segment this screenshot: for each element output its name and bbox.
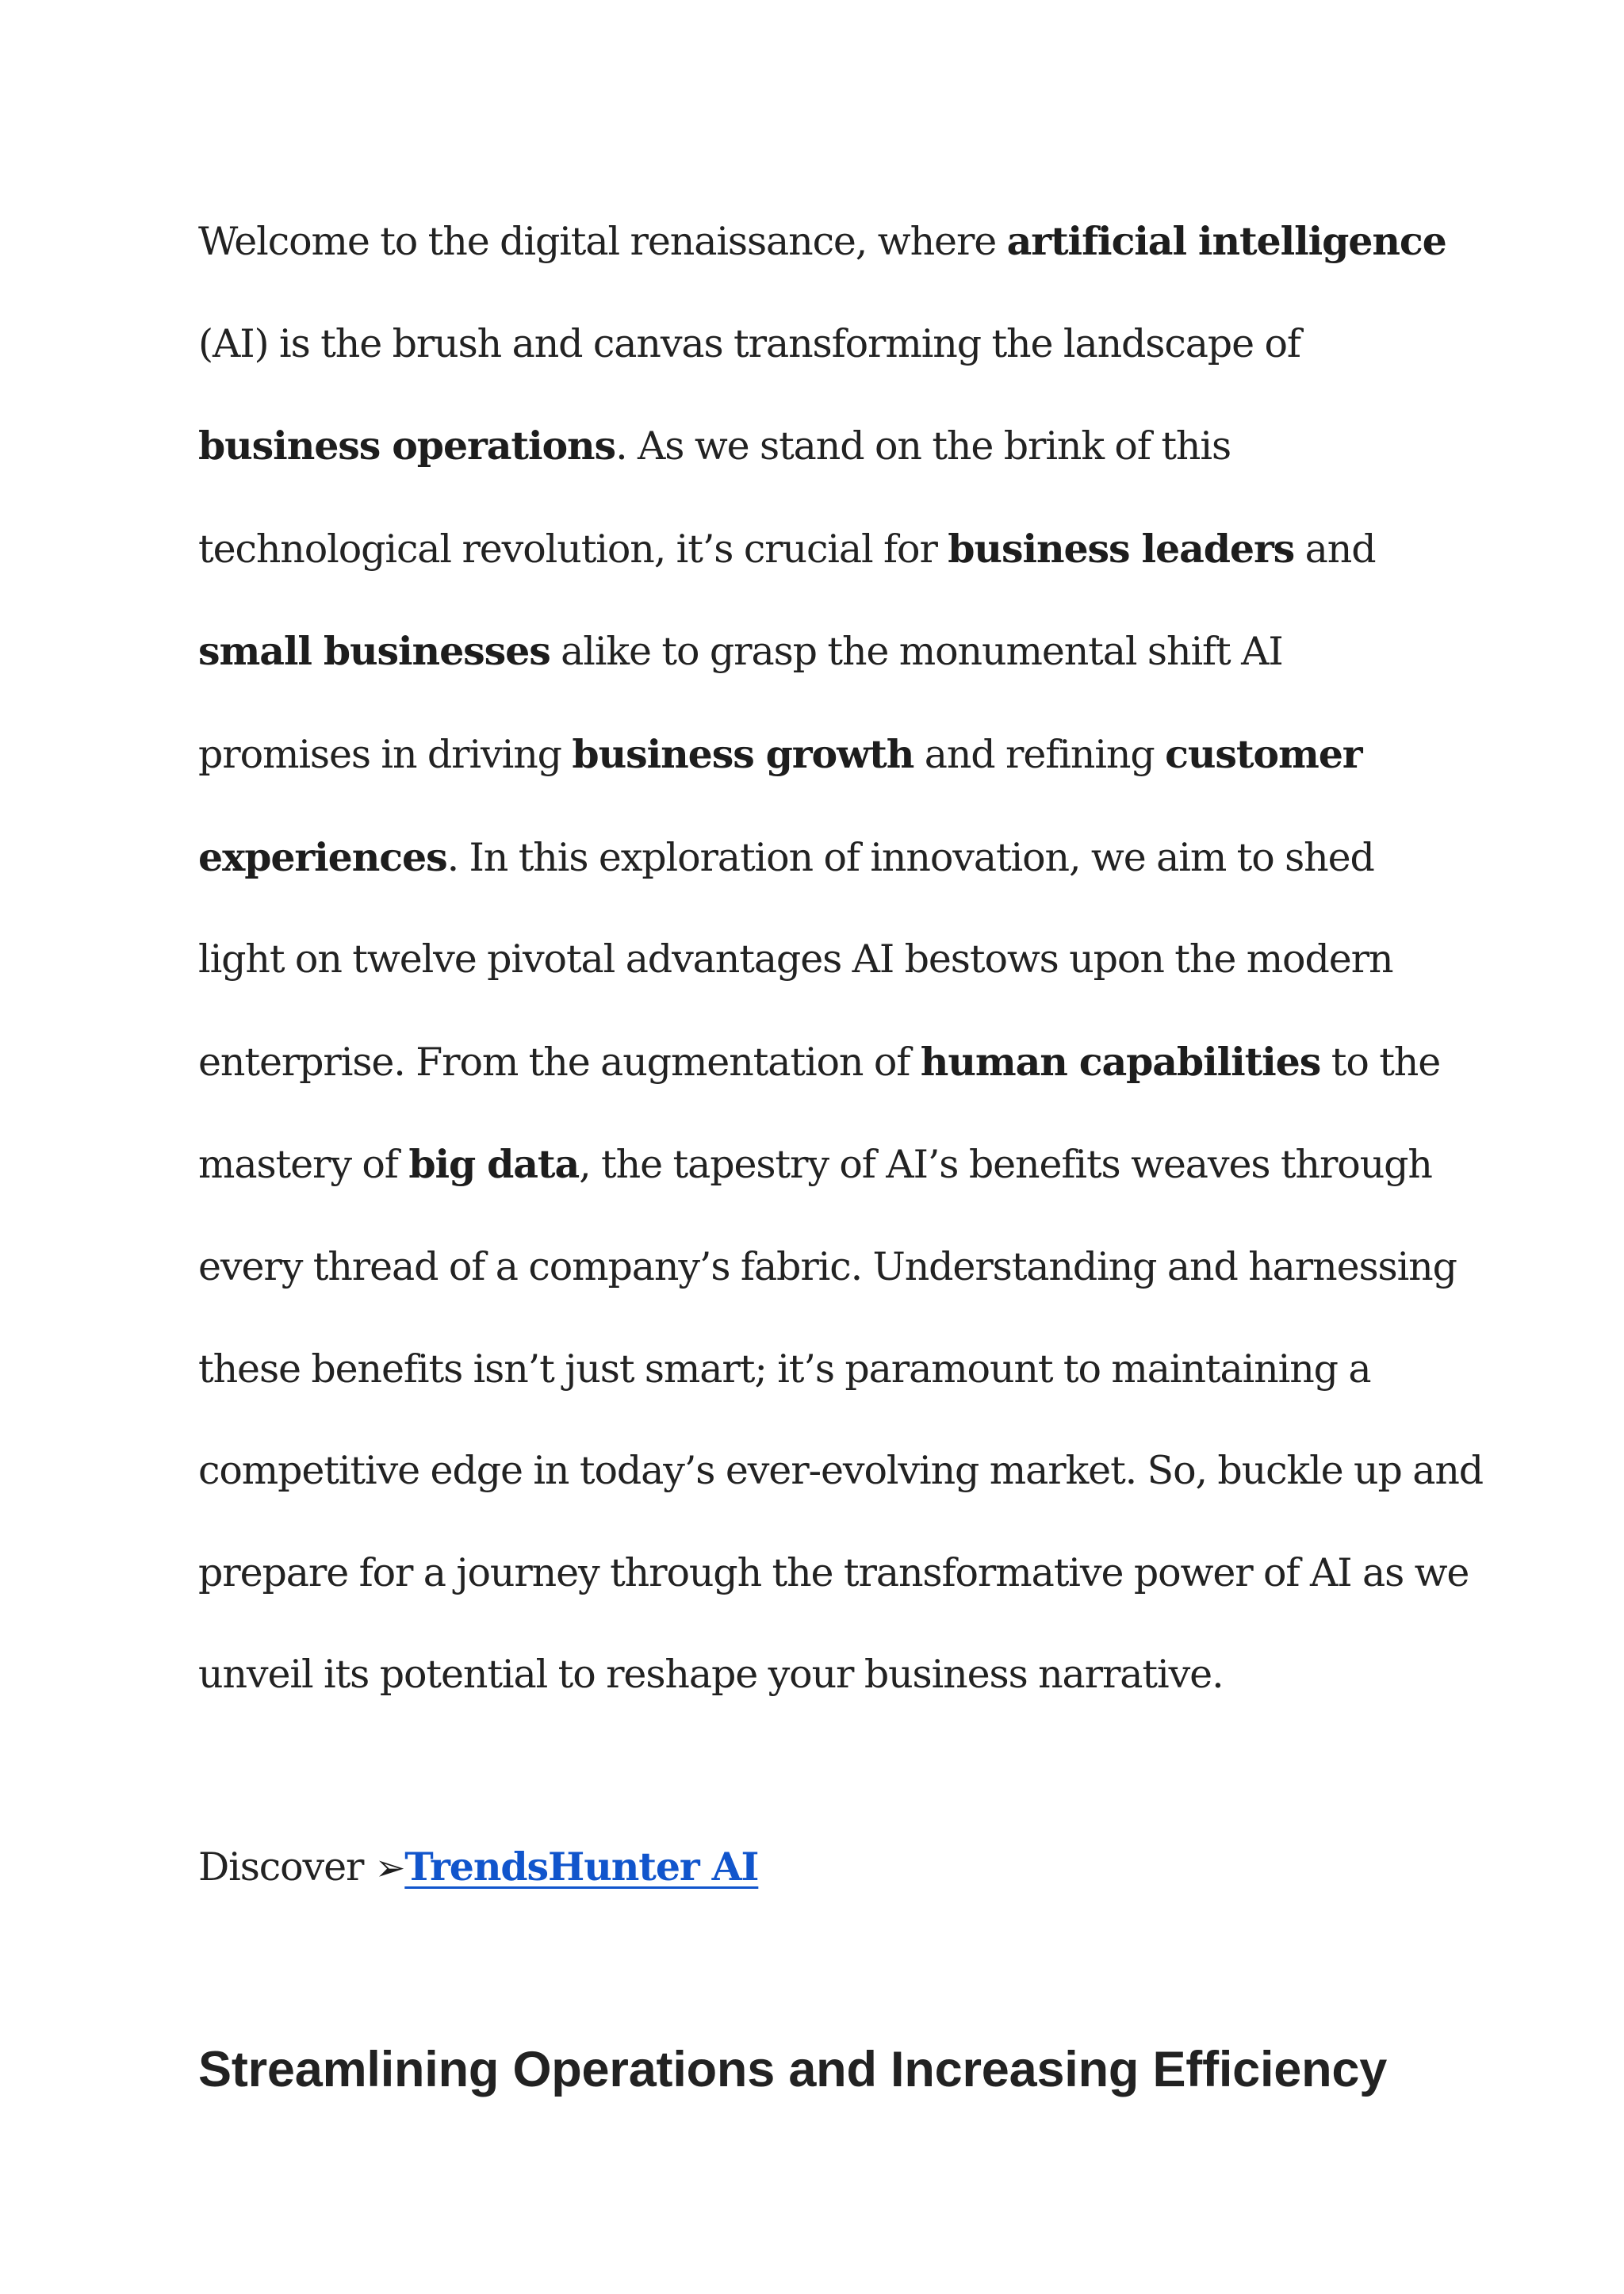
- arrow-icon: ➢: [374, 1845, 405, 1889]
- text-run: every thread of a company’s fabric. Understanding and harnessing: [198, 1243, 1457, 1289]
- intro-line: [198, 1624, 1435, 1726]
- intro-line: [198, 909, 1435, 1011]
- text-run: and refining: [914, 731, 1166, 777]
- bold-keyword: big data: [408, 1141, 580, 1188]
- text-run: (AI) is the brush and canvas transforming the landscape of: [198, 320, 1300, 366]
- bold-keyword: small businesses: [198, 628, 550, 675]
- intro-line: [198, 1319, 1435, 1421]
- intro-line: [198, 703, 1435, 806]
- bold-keyword: business growth: [572, 730, 914, 777]
- intro-line: [198, 600, 1435, 703]
- text-run: , the tapestry of AI’s benefits weaves through: [579, 1142, 1432, 1188]
- text-run: Welcome to the digital renaissance, where: [198, 219, 1007, 264]
- intro-line: [198, 1420, 1484, 1522]
- intro-line: [198, 498, 1435, 601]
- text-run: these benefits isn’t just smart; it’s paramount to maintaining a: [198, 1346, 1371, 1392]
- text-run: . As we stand on the brink of this: [615, 423, 1231, 469]
- section-heading: Streamlining Operations and Increasing Efficiency: [198, 2041, 1388, 2097]
- bold-keyword: artificial intelligence: [1006, 218, 1446, 264]
- intro-line: [198, 395, 1435, 498]
- text-run: and: [1294, 526, 1376, 572]
- text-run: to the: [1320, 1039, 1441, 1085]
- bold-keyword: human capabilities: [920, 1038, 1321, 1085]
- intro-line: [198, 190, 1446, 293]
- text-run: unveil its potential to reshape your business narrative.: [198, 1652, 1224, 1698]
- bold-keyword: business leaders: [948, 525, 1295, 572]
- bold-keyword: customer: [1165, 730, 1362, 777]
- discover-line: [198, 1816, 1435, 1919]
- intro-line: [198, 1011, 1441, 1114]
- discover-label: Discover: [198, 1844, 375, 1890]
- text-run: prepare for a journey through the transformative power of AI as we: [198, 1549, 1469, 1595]
- intro-line: [198, 1216, 1457, 1319]
- intro-line: [198, 293, 1435, 396]
- intro-line: [198, 1113, 1435, 1216]
- text-run: technological revolution, it’s crucial for: [198, 526, 948, 572]
- intro-paragraph: [198, 190, 1484, 1726]
- bold-keyword: experiences: [198, 833, 447, 880]
- text-run: enterprise. From the augmentation of: [198, 1039, 921, 1085]
- text-run: light on twelve pivotal advantages AI bestows upon the modern: [198, 936, 1393, 982]
- article-body: [198, 190, 1484, 2101]
- text-run: mastery of: [198, 1142, 409, 1188]
- intro-line: [198, 1522, 1469, 1625]
- text-run: alike to grasp the monumental shift AI: [550, 629, 1283, 675]
- text-run: promises in driving: [198, 731, 573, 777]
- trendshunter-ai-link[interactable]: TrendsHunter AI: [404, 1843, 759, 1890]
- bold-keyword: business operations: [198, 423, 616, 469]
- text-run: . In this exploration of innovation, we aim to shed: [446, 834, 1374, 880]
- intro-line: [198, 806, 1435, 910]
- text-run: competitive edge in today’s ever-evolving market. So, buckle up and: [198, 1448, 1484, 1494]
